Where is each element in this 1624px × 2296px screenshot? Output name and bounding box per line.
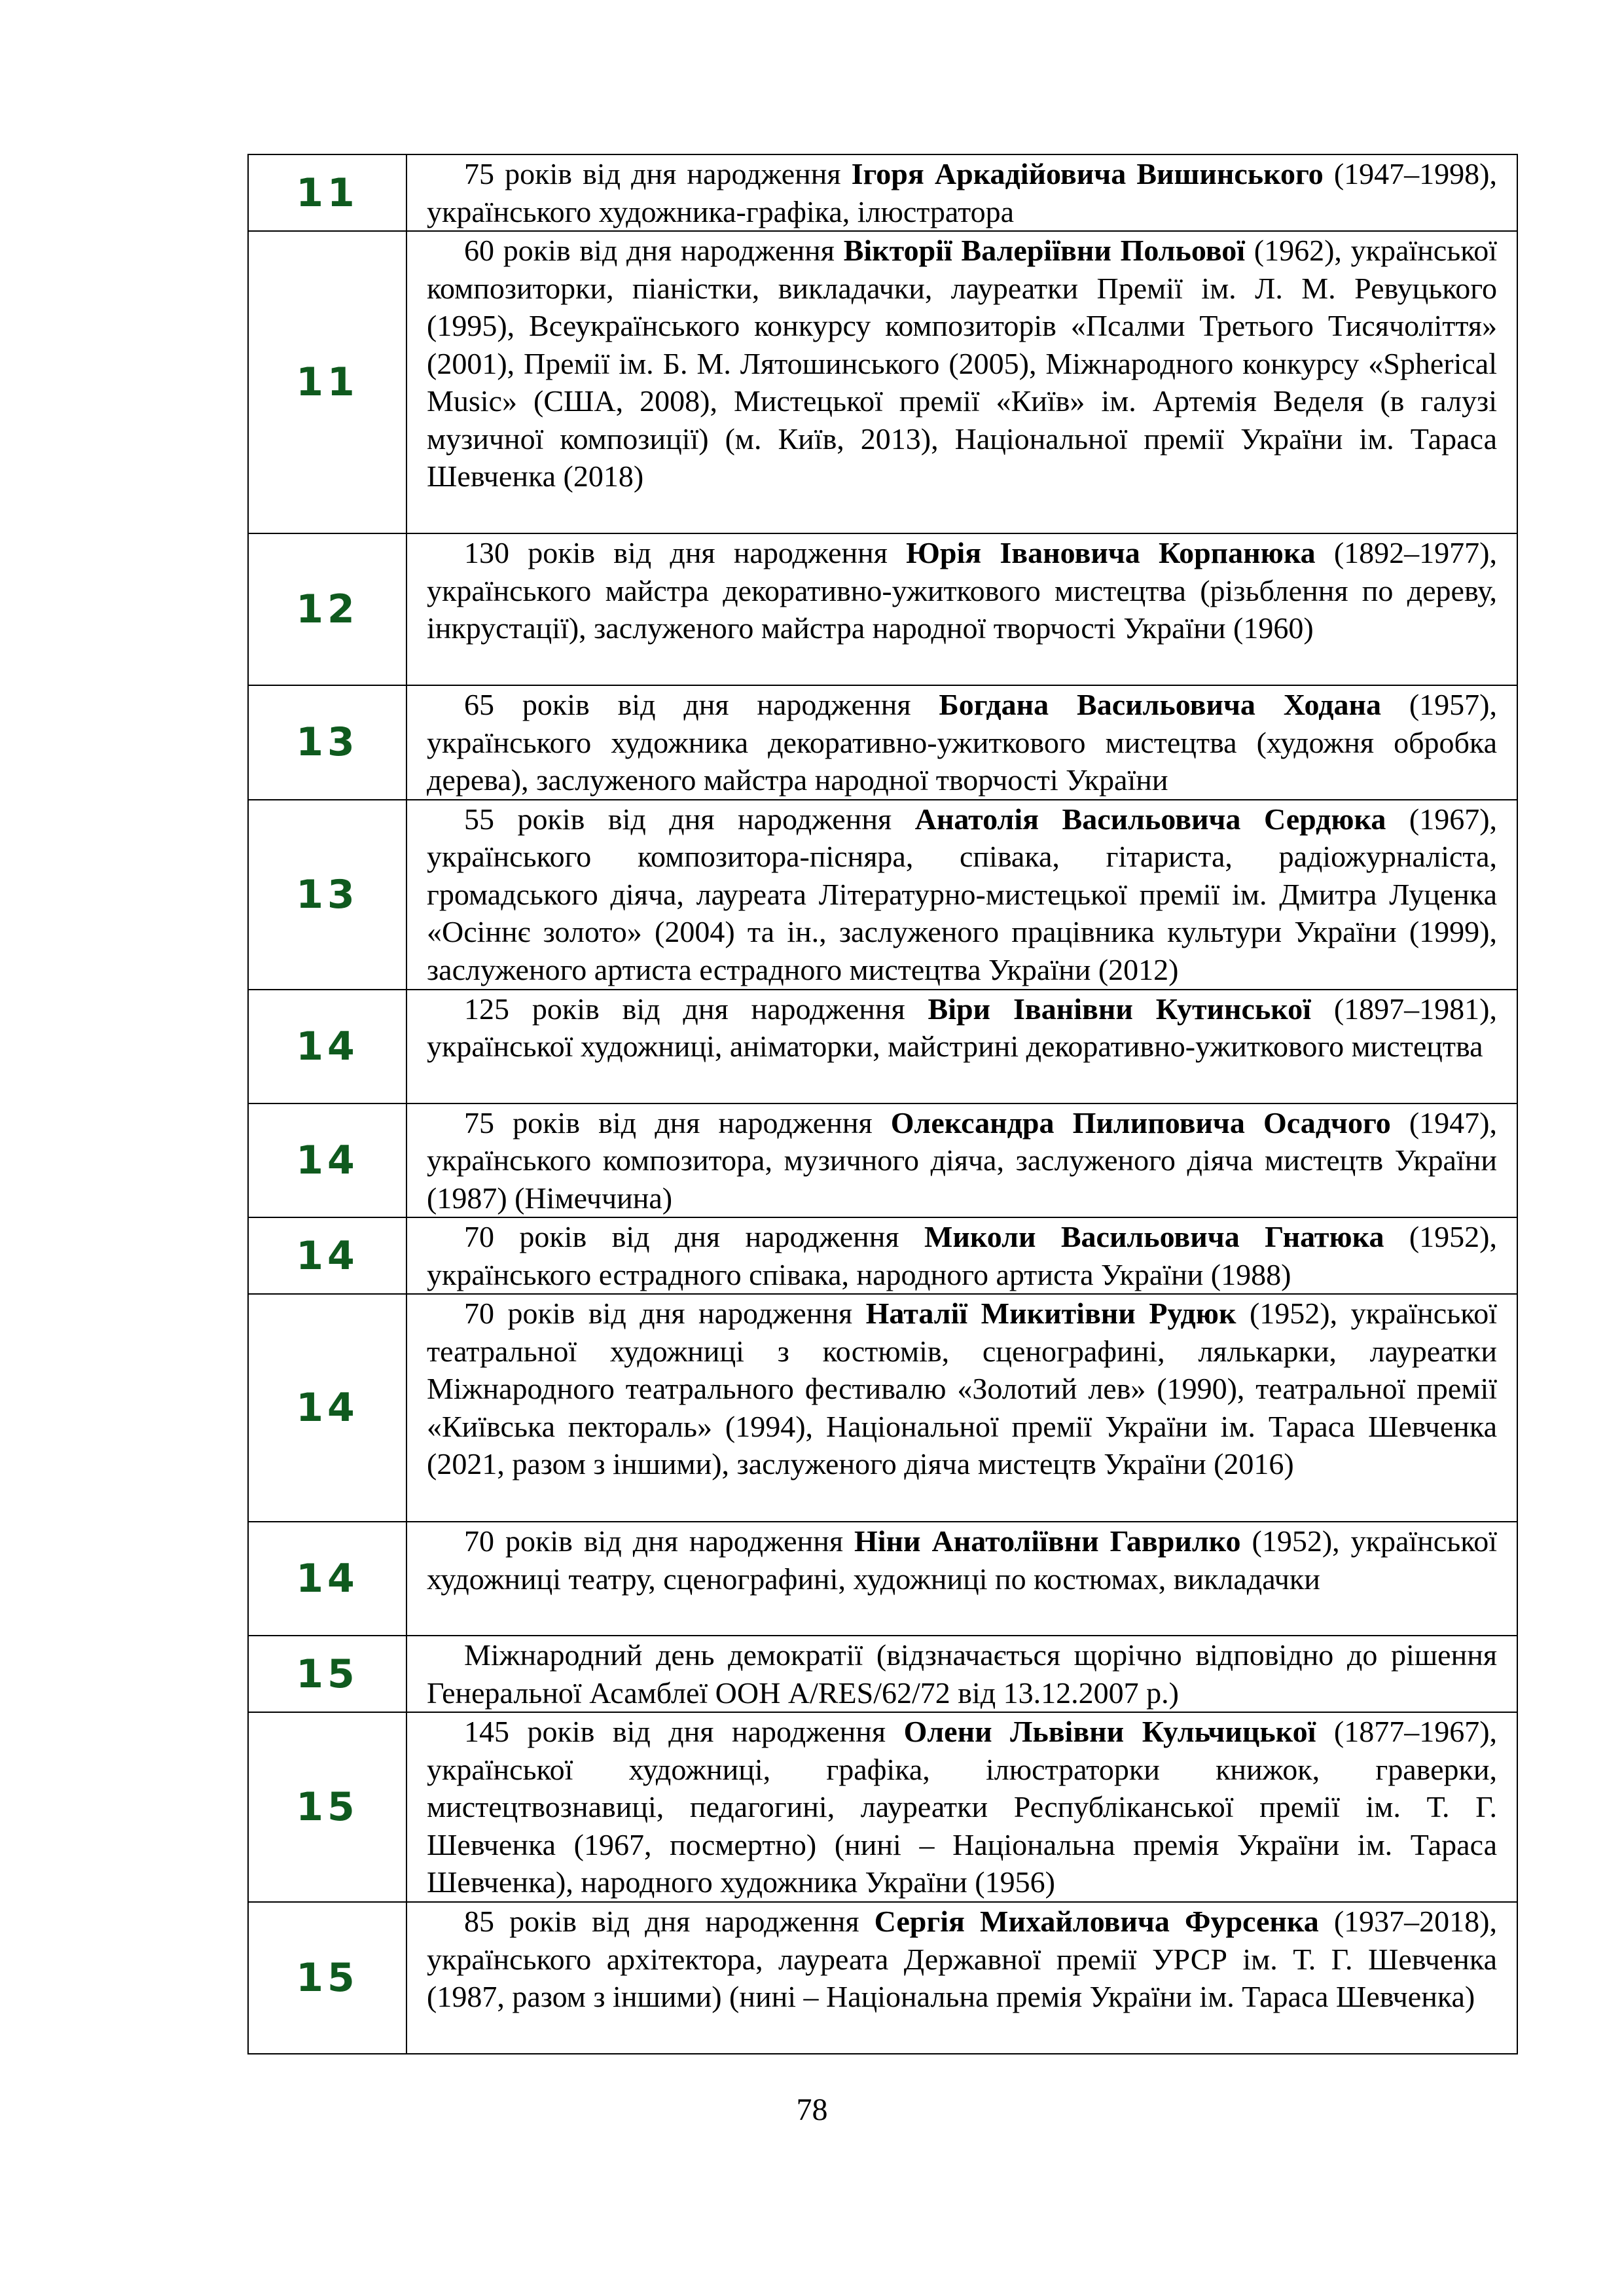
- event-lead-text: 70 років від дня народження: [464, 1220, 924, 1253]
- event-description: [406, 1712, 1517, 1902]
- day-number: 13: [248, 685, 406, 800]
- event-row: [248, 800, 1517, 990]
- day-number: 15: [248, 1636, 406, 1712]
- event-details: (1952), українського естрадного співака, народного артиста України (1988): [427, 1220, 1497, 1291]
- event-description: [406, 533, 1517, 685]
- event-details: (1947), українського композитора, музичного діяча, заслуженого діяча мистецтв України (1987) (Німеччина): [427, 1105, 1498, 1215]
- event-description: [406, 990, 1517, 1103]
- event-details: (1952), української художниці театру, сценографині, художниці по костюмах, викладачки: [427, 1524, 1497, 1596]
- event-description: [406, 1522, 1517, 1636]
- event-row: [248, 1636, 1517, 1712]
- day-number: 13: [248, 800, 406, 990]
- event-description: [406, 154, 1517, 231]
- event-details: (1897–1981), української художниці, аніматорки, майстрині декоративно-ужиткового мистецтва: [427, 992, 1497, 1063]
- event-row: [248, 1217, 1517, 1294]
- person-name: Ніни Анатоліївни Гаврилко: [854, 1524, 1241, 1558]
- person-name: Олени Львівни Кульчицької: [903, 1715, 1316, 1748]
- event-description: [406, 800, 1517, 990]
- events-table: [247, 154, 1518, 2054]
- page-number: 78: [796, 2092, 828, 2127]
- person-name: Наталії Микитівни Рудюк: [865, 1297, 1236, 1330]
- day-number: 15: [248, 1902, 406, 2054]
- event-details: (1937–2018), українського архітектора, лауреата Державної премії УРСР ім. Т. Г. Шевченка (1987, разом з іншими) (нині – Національна премія України ім. Тараса Шевченка): [427, 1905, 1498, 2013]
- event-lead-text: 85 років від дня народження: [464, 1905, 875, 1938]
- event-lead-text: 70 років від дня народження: [464, 1297, 866, 1330]
- person-name: Миколи Васильовича Гнатюка: [924, 1220, 1384, 1253]
- event-row: [248, 1902, 1517, 2054]
- event-details: (1877–1967), української художниці, графіка, ілюстраторки книжок, граверки, мистецтвознавиці, педагогині, лауреатки Республіканської премії ім. Т. Г. Шевченка (1967, посмертно) (нині – Національна премія України ім. Тараса Шевченка), народного художника України (1956): [427, 1715, 1498, 1899]
- person-name: Сергія Михайловича Фурсенка: [874, 1905, 1319, 1938]
- event-row: [248, 154, 1517, 231]
- event-lead-text: 60 років від дня народження: [464, 234, 844, 267]
- day-number: 11: [248, 231, 406, 533]
- event-row: [248, 1522, 1517, 1636]
- event-row: [248, 1103, 1517, 1218]
- event-lead-text: 55 років від дня народження: [464, 802, 915, 836]
- day-number: 14: [248, 1294, 406, 1522]
- event-lead-text: 125 років від дня народження: [464, 992, 928, 1026]
- day-number: 14: [248, 1103, 406, 1218]
- event-lead-text: 75 років від дня народження: [464, 1105, 891, 1139]
- day-number: 12: [248, 533, 406, 685]
- event-description: [406, 1294, 1517, 1522]
- event-lead-text: 65 років від дня народження: [464, 688, 939, 721]
- event-description: [406, 231, 1517, 533]
- day-number: 11: [248, 154, 406, 231]
- person-name: Анатолія Васильовича Сердюка: [914, 802, 1386, 836]
- event-details: (1957), українського художника декоративно-ужиткового мистецтва (художня обробка дерева), заслуженого майстра народної творчості України: [427, 688, 1497, 797]
- event-row: [248, 231, 1517, 533]
- event-description: [406, 685, 1517, 800]
- event-details: (1947–1998), українського художника-графіка, ілюстратора: [427, 157, 1497, 228]
- person-name: Юрія Івановича Корпанюка: [906, 536, 1316, 569]
- person-name: Віри Іванівни Кутинської: [928, 992, 1311, 1026]
- event-description: [406, 1103, 1517, 1218]
- event-details: (1952), української театральної художниці з костюмів, сценографині, лялькарки, лауреатки Міжнародного театрального фестивалю «Золотий лев» (1990), театральної премії «Київська пектораль» (1994), Національної премії України ім. Тараса Шевченка (2021, разом з іншими), заслуженого діяча мистецтв України (2016): [427, 1297, 1497, 1480]
- event-description: [406, 1902, 1517, 2054]
- event-lead-text: 145 років від дня народження: [464, 1715, 904, 1748]
- event-details: (1892–1977), українського майстра декоративно-ужиткового мистецтва (різьблення по дереву, інкрустації), заслуженого майстра народної творчості України (1960): [427, 536, 1497, 645]
- person-name: Олександра Пилиповича Осадчого: [890, 1105, 1391, 1139]
- event-lead-text: Міжнародний день демократії (відзначається щорічно відповідно до рішення Генеральної Асамблеї ООН A/RES/62/72 від 13.12.2007 р.): [427, 1638, 1497, 1710]
- day-number: 14: [248, 1217, 406, 1294]
- person-name: Ігоря Аркадійовича Вишинського: [851, 157, 1324, 190]
- event-details: (1967), українського композитора-пісняра, співака, гітариста, радіожурналіста, громадського діяча, лауреата Літературно-мистецької премії ім. Дмитра Луценка «Осіннє золото» (2004) та ін., заслуженого працівника культури України (1999), заслуженого артиста естрадного мистецтва України (2012): [427, 802, 1498, 986]
- day-number: 14: [248, 1522, 406, 1636]
- person-name: Богдана Васильовича Ходана: [939, 688, 1381, 721]
- event-details: (1962), української композиторки, піаністки, викладачки, лауреатки Премії ім. Л. М. Ревуцького (1995), Всеукраїнського конкурсу композиторів «Псалми Третього Тисячоліття» (2001), Премії ім. Б. М. Лятошинського (2005), Міжнародного конкурсу «Spherical Music» (США, 2008), Мистецької премії «Київ» ім. Артемія Веделя (в галузі музичної композиції) (м. Київ, 2013), Національної премії України ім. Тараса Шевченка (2018): [427, 234, 1498, 493]
- event-row: [248, 533, 1517, 685]
- event-row: [248, 1294, 1517, 1522]
- event-description: [406, 1636, 1517, 1712]
- day-number: 14: [248, 990, 406, 1103]
- person-name: Вікторії Валеріївни Польової: [843, 234, 1246, 267]
- event-lead-text: 75 років від дня народження: [464, 157, 852, 190]
- day-number: 15: [248, 1712, 406, 1902]
- event-row: [248, 990, 1517, 1103]
- event-row: [248, 1712, 1517, 1902]
- event-row: [248, 685, 1517, 800]
- event-description: [406, 1217, 1517, 1294]
- event-lead-text: 130 років від дня народження: [464, 536, 907, 569]
- event-lead-text: 70 років від дня народження: [464, 1524, 854, 1558]
